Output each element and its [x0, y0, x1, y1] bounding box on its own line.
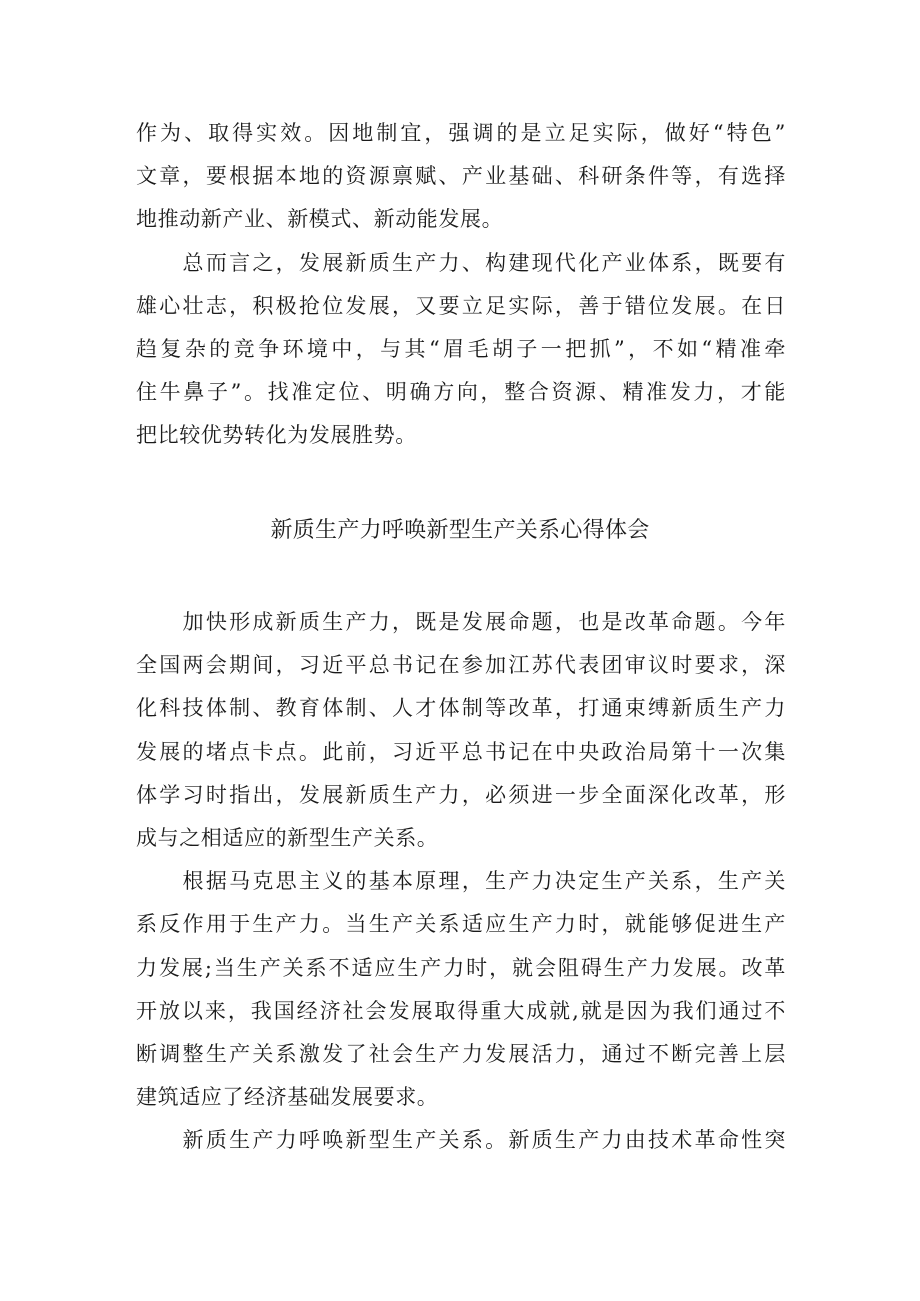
text-line: 开放以来，我国经济社会发展取得重大成就,就是因为我们通过不: [136, 998, 786, 1023]
bottom-paragraphs: [136, 601, 786, 1162]
text-line: 系反作用于生产力。当生产关系适应生产力时，就能够促进生产: [136, 912, 786, 937]
text-line: 根据马克思主义的基本原理，生产力决定生产关系，生产关: [136, 869, 786, 894]
text-line: 加快形成新质生产力，既是发展命题，也是改革命题。今年: [136, 610, 786, 634]
text-line: 体学习时指出，发展新质生产力，必须进一步全面深化改革，形: [136, 782, 786, 807]
text-line: 全国两会期间，习近平总书记在参加江苏代表团审议时要求，深: [136, 653, 786, 678]
text-line: 住牛鼻子”。找准定位、明确方向，整合资源、精准发力，才能: [136, 380, 786, 405]
text-line: 作为、取得实效。因地制宜，强调的是立足实际，做好“特色”: [136, 121, 786, 145]
text-line: 把比较优势转化为发展胜势。: [136, 423, 417, 448]
text-line: 地推动新产业、新模式、新动能发展。: [136, 207, 504, 232]
text-line: 化科技体制、教育体制、人才体制等改革，打通束缚新质生产力: [136, 696, 786, 721]
text-line: 力发展;当生产关系不适应生产力时，就会阻碍生产力发展。改革: [136, 955, 786, 980]
text-line: 总而言之，发展新质生产力、构建现代化产业体系，既要有: [136, 250, 786, 275]
text-line: 成与之相适应的新型生产关系。: [136, 825, 439, 850]
text-line: 断调整生产关系激发了社会生产力发展活力，通过不断完善上层: [136, 1041, 786, 1066]
text-line: 新质生产力呼唤新型生产关系。新质生产力由技术革命性突: [136, 1128, 786, 1153]
text-line: 建筑适应了经济基础发展要求。: [136, 1085, 439, 1110]
text-line: 雄心壮志，积极抢位发展，又要立足实际，善于错位发展。在日: [136, 293, 786, 318]
section-heading: 新质生产力呼唤新型生产关系心得体会: [270, 518, 650, 543]
top-paragraphs: [136, 112, 786, 458]
text-line: 发展的堵点卡点。此前，习近平总书记在中央政治局第十一次集: [136, 739, 786, 764]
text-line: 趋复杂的竞争环境中，与其“眉毛胡子一把抓”，不如“精准牵: [136, 336, 786, 361]
text-line: 文章，要根据本地的资源禀赋、产业基础、科研条件等，有选择: [136, 164, 786, 189]
